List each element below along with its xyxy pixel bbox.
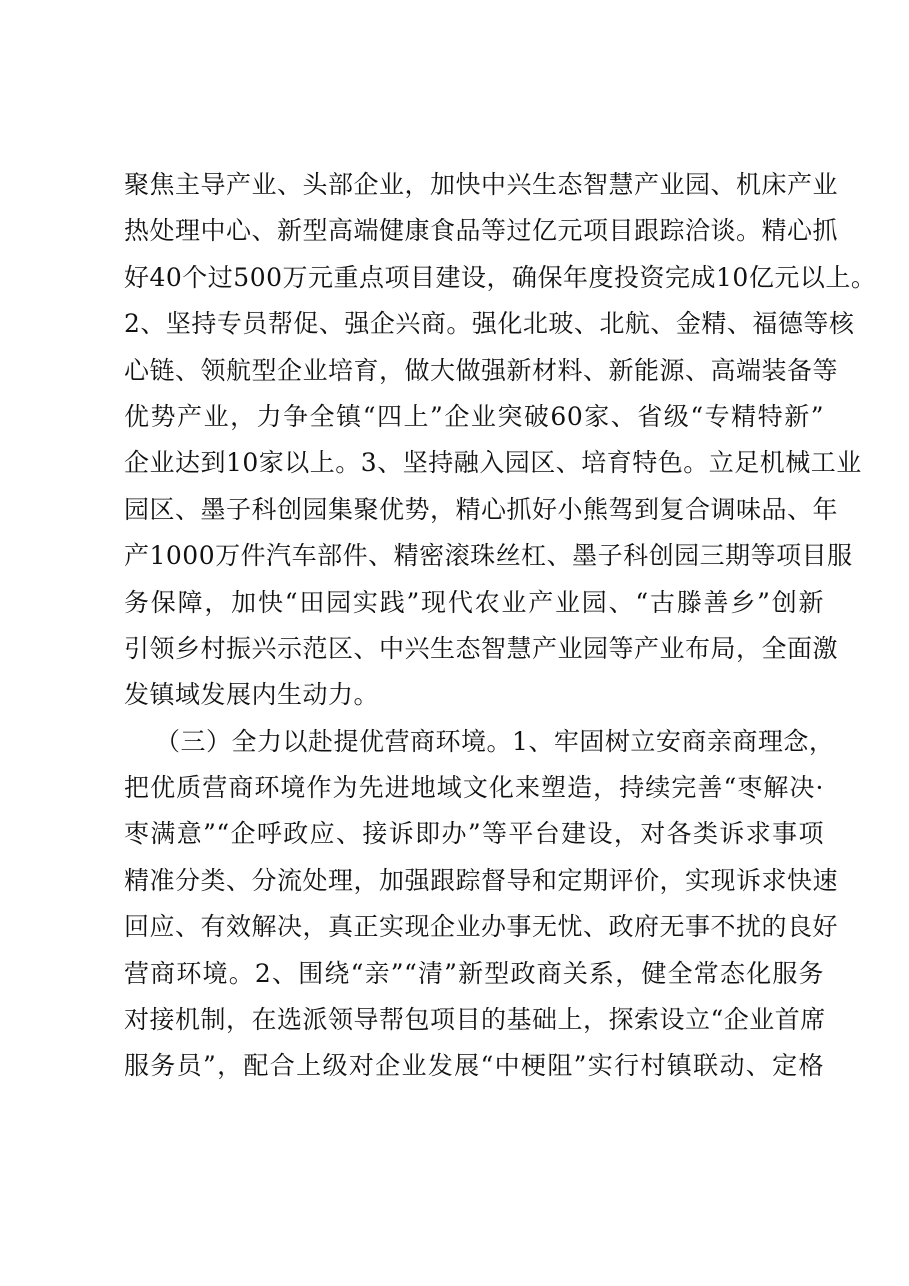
text-line: 精准分类、分流处理，加强跟踪督导和定期评价，实现诉求快速: [124, 865, 839, 895]
text-line: 产1000万件汽车部件、精密滚珠丝杠、墨子科创园三期等项目服: [124, 541, 853, 571]
text-line: 引领乡村振兴示范区、中兴生态智慧产业园等产业布局，全面激: [124, 633, 839, 663]
document-body: [124, 162, 877, 1090]
section-heading-line: （三）全力以赴提优营商环境。1、牢固树立安商亲商理念，: [155, 726, 835, 756]
text-line: 服务员”，配合上级对企业发展“中梗阻”实行村镇联动、定格: [124, 1051, 824, 1081]
text-line: 务保障，加快“田园实践”现代农业产业园、“古滕善乡”创新: [124, 587, 824, 617]
text-line: 热处理中心、新型高端健康食品等过亿元项目跟踪洽谈。精心抓: [124, 216, 839, 246]
text-line: 回应、有效解决，真正实现企业办事无忧、政府无事不扰的良好: [124, 912, 839, 942]
text-line: 好40个过500万元重点项目建设，确保年度投资完成10亿元以上。: [124, 262, 877, 292]
text-line: 优势产业，力争全镇“四上”企业突破60家、省级“专精特新”: [124, 401, 824, 431]
text-line: 把优质营商环境作为先进地域文化来塑造，持续完善“枣解决·: [124, 773, 824, 803]
text-line: 园区、墨子科创园集聚优势，精心抓好小熊驾到复合调味品、年: [124, 494, 839, 524]
text-line: 对接机制，在选派领导帮包项目的基础上，探索设立“企业首席: [124, 1005, 826, 1035]
text-line: 营商环境。2、围绕“亲”“清”新型政商关系，健全常态化服务: [124, 958, 824, 988]
text-line: 聚焦主导产业、头部企业，加快中兴生态智慧产业园、机床产业: [124, 170, 839, 199]
text-line: 企业达到10家以上。3、坚持融入园区、培育特色。立足机械工业: [124, 448, 862, 478]
paragraph-end-line: 发镇域发展内生动力。: [124, 680, 380, 710]
text-line: 2、坚持专员帮促、强企兴商。强化北玻、北航、金精、福德等核: [124, 309, 855, 339]
text-line: 枣满意”“企呼政应、接诉即办”等平台建设，对各类诉求事项: [124, 819, 824, 849]
text-line: 心链、领航型企业培育，做大做强新材料、新能源、高端装备等: [124, 355, 839, 385]
